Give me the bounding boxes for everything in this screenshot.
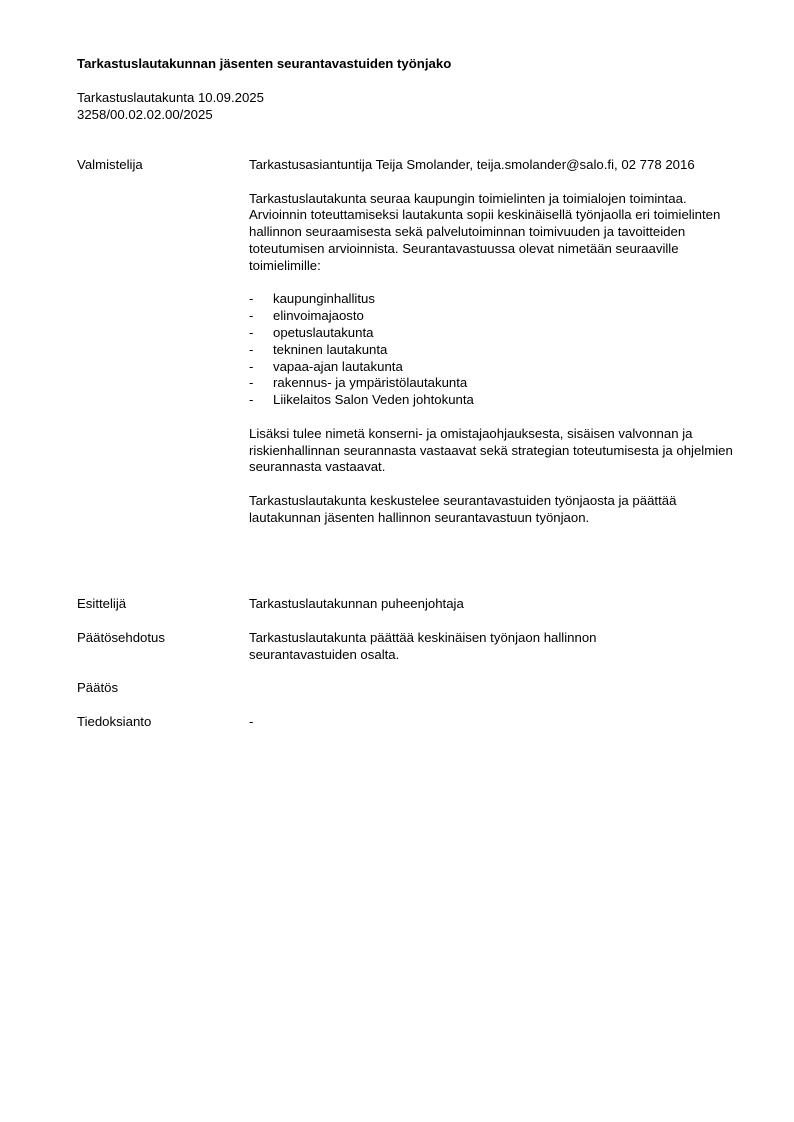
list-marker: - bbox=[249, 392, 254, 408]
paatosehdotus-label: Päätösehdotus bbox=[77, 630, 165, 645]
list-item: - rakennus- ja ympäristölautakunta bbox=[249, 375, 468, 391]
discussion-paragraph: Tarkastuslautakunta keskustelee seurantavastuiden työnjaosta ja päättää lautakunnan jäsenten hallinnon seurantavastuun työnjaon. bbox=[249, 492, 677, 525]
paatos-label: Päätös bbox=[77, 680, 119, 695]
document-meta bbox=[77, 90, 264, 124]
list-marker: - bbox=[249, 358, 254, 374]
esittelija-value: Tarkastuslautakunnan puheenjohtaja bbox=[249, 596, 464, 611]
list-item: - tekninen lautakunta bbox=[249, 341, 388, 357]
list-item: - Liikelaitos Salon Veden johtokunta bbox=[249, 392, 474, 408]
list-item: - kaupunginhallitus bbox=[249, 291, 375, 307]
tiedoksianto-value: - bbox=[249, 714, 254, 729]
list-marker: - bbox=[249, 341, 254, 357]
list-item: - opetuslautakunta bbox=[249, 324, 374, 340]
intro-paragraph: Tarkastuslautakunta seuraa kaupungin toimielinten ja toimialojen toimintaa. Arvioinnin toteuttamiseksi lautakunta sopii keskinäisellä työnjaolla eri toimielinten hallinnon seuraamisesta sekä palvelutoiminnan toimivuuden ja tavoitteiden toteutumisen arvioinnista. Seurantavastuussa olevat nimetään seuraaville toimielimille: bbox=[249, 190, 721, 273]
body-list bbox=[249, 291, 741, 409]
document-title: Tarkastuslautakunnan jäsenten seurantavastuiden työnjako bbox=[77, 56, 452, 71]
case-number: 3258/00.02.02.00/2025 bbox=[77, 106, 213, 122]
paatosehdotus-value: Tarkastuslautakunta päättää keskinäisen työnjaon hallinnon seurantavastuiden osalta. bbox=[249, 630, 597, 662]
list-marker: - bbox=[249, 375, 254, 391]
tiedoksianto-label: Tiedoksianto bbox=[77, 714, 152, 729]
list-item: - elinvoimajaosto bbox=[249, 308, 364, 324]
list-marker: - bbox=[249, 308, 254, 324]
esittelija-label: Esittelijä bbox=[77, 596, 127, 611]
list-marker: - bbox=[249, 324, 254, 340]
preparer-info: Tarkastusasiantuntija Teija Smolander, teija.smolander@salo.fi, 02 778 2016 bbox=[249, 157, 695, 172]
board-date: Tarkastuslautakunta 10.09.2025 bbox=[77, 90, 264, 105]
valmistelija-content bbox=[249, 157, 741, 527]
valmistelija-label: Valmistelija bbox=[77, 157, 143, 172]
additional-paragraph: Lisäksi tulee nimetä konserni- ja omistajaohjauksesta, sisäisen valvonnan ja riskienhallinnan seurannasta vastaavat sekä strategian toteutumisesta ja ohjelmien seurannasta vastaavat. bbox=[249, 425, 733, 475]
list-marker: - bbox=[249, 291, 254, 307]
list-item: - vapaa-ajan lautakunta bbox=[249, 358, 403, 374]
